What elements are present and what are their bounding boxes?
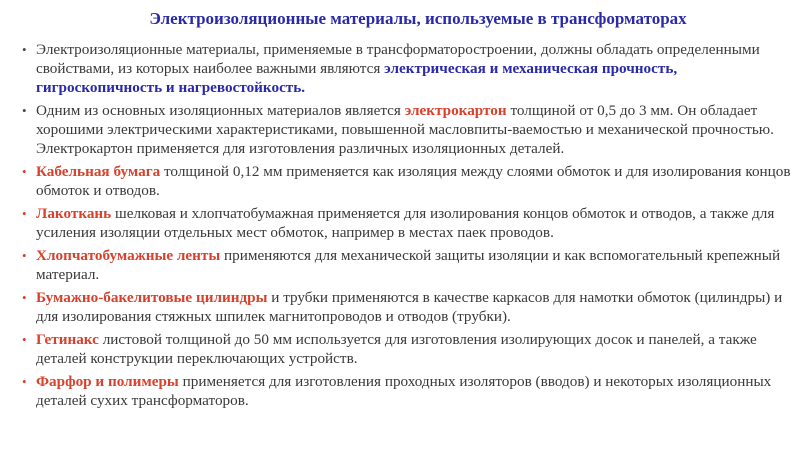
bullet-text: применяется для изготовления проходных изоляторов (вводов) и некоторых изоляционных деталей сухих трансформаторов. bbox=[36, 373, 772, 409]
bullet-item-cotton-tapes bbox=[22, 246, 792, 284]
bullet-highlight: Лакоткань bbox=[36, 205, 112, 222]
bullet-item-general bbox=[22, 40, 792, 97]
bullet-item-cable-paper bbox=[22, 162, 792, 200]
bullet-dot-icon: • bbox=[22, 290, 27, 305]
bullet-text: толщиной 0,12 мм применяется как изоляция между слоями обмоток и для изолирования концов обмоток и отводов. bbox=[36, 163, 791, 199]
slide-title bbox=[0, 9, 800, 29]
bullet-highlight: Бумажно-бакелитовые цилиндры bbox=[36, 289, 268, 306]
bullet-item-getinax bbox=[22, 330, 792, 368]
bullet-dot-icon: • bbox=[22, 332, 27, 347]
bullet-dot-icon: • bbox=[22, 103, 27, 118]
bullet-highlight: электрическая и механическая прочность, гигроскопичность и нагревостойкость. bbox=[36, 60, 678, 96]
bullet-dot-icon: • bbox=[22, 206, 27, 221]
bullet-highlight: Фарфор и полимеры bbox=[36, 373, 179, 390]
bullet-highlight: Гетинакс bbox=[36, 331, 99, 348]
bullet-highlight: Кабельная бумага bbox=[36, 163, 161, 180]
bullet-item-bakelite-cylinders bbox=[22, 288, 792, 326]
slide-title-text: Электроизоляционные материалы, используемые в трансформаторах bbox=[149, 9, 687, 28]
bullet-text: шелковая и хлопчатобумажная применяется для изолирования концов обмоток и отводов, а также для усиления изоляции отдельных мест обмоток, например в местах паек проводов. bbox=[36, 205, 775, 241]
bullet-dot-icon: • bbox=[22, 42, 27, 57]
bullet-item-porcelain-polymers bbox=[22, 372, 792, 410]
bullet-highlight: электрокартон bbox=[404, 102, 507, 119]
bullet-list bbox=[22, 40, 792, 414]
bullet-text: Одним из основных изоляционных материалов является bbox=[36, 102, 405, 119]
bullet-text: листовой толщиной до 50 мм используется для изготовления изолирующих досок и панелей, а также деталей конструкции переключающих устройств. bbox=[36, 331, 757, 367]
bullet-text: применяются для механической защиты изоляции и как вспомогательный крепежный материал. bbox=[36, 247, 781, 283]
bullet-text: толщиной от 0,5 до 3 мм. Он обладает хорошими электрическими характеристиками, повышенной масловпиты-ваемостью и механической прочностью. Электрокартон применяется для изготовления различных изоляционных деталей. bbox=[36, 102, 774, 157]
bullet-text: Электроизоляционные материалы, применяемые в трансформаторостроении, должны обладать определенными свойствами, из которых наиболее важными являются bbox=[36, 41, 760, 77]
bullet-dot-icon: • bbox=[22, 164, 27, 179]
bullet-dot-icon: • bbox=[22, 248, 27, 263]
bullet-item-electrocardboard bbox=[22, 101, 792, 158]
bullet-item-varnished-cloth bbox=[22, 204, 792, 242]
bullet-dot-icon: • bbox=[22, 374, 27, 389]
bullet-text: и трубки применяются в качестве каркасов для намотки обмоток (цилиндры) и для изолирования стяжных шпилек магнитопроводов и отводов (трубки). bbox=[36, 289, 783, 325]
bullet-highlight: Хлопчатобумажные ленты bbox=[36, 247, 221, 264]
